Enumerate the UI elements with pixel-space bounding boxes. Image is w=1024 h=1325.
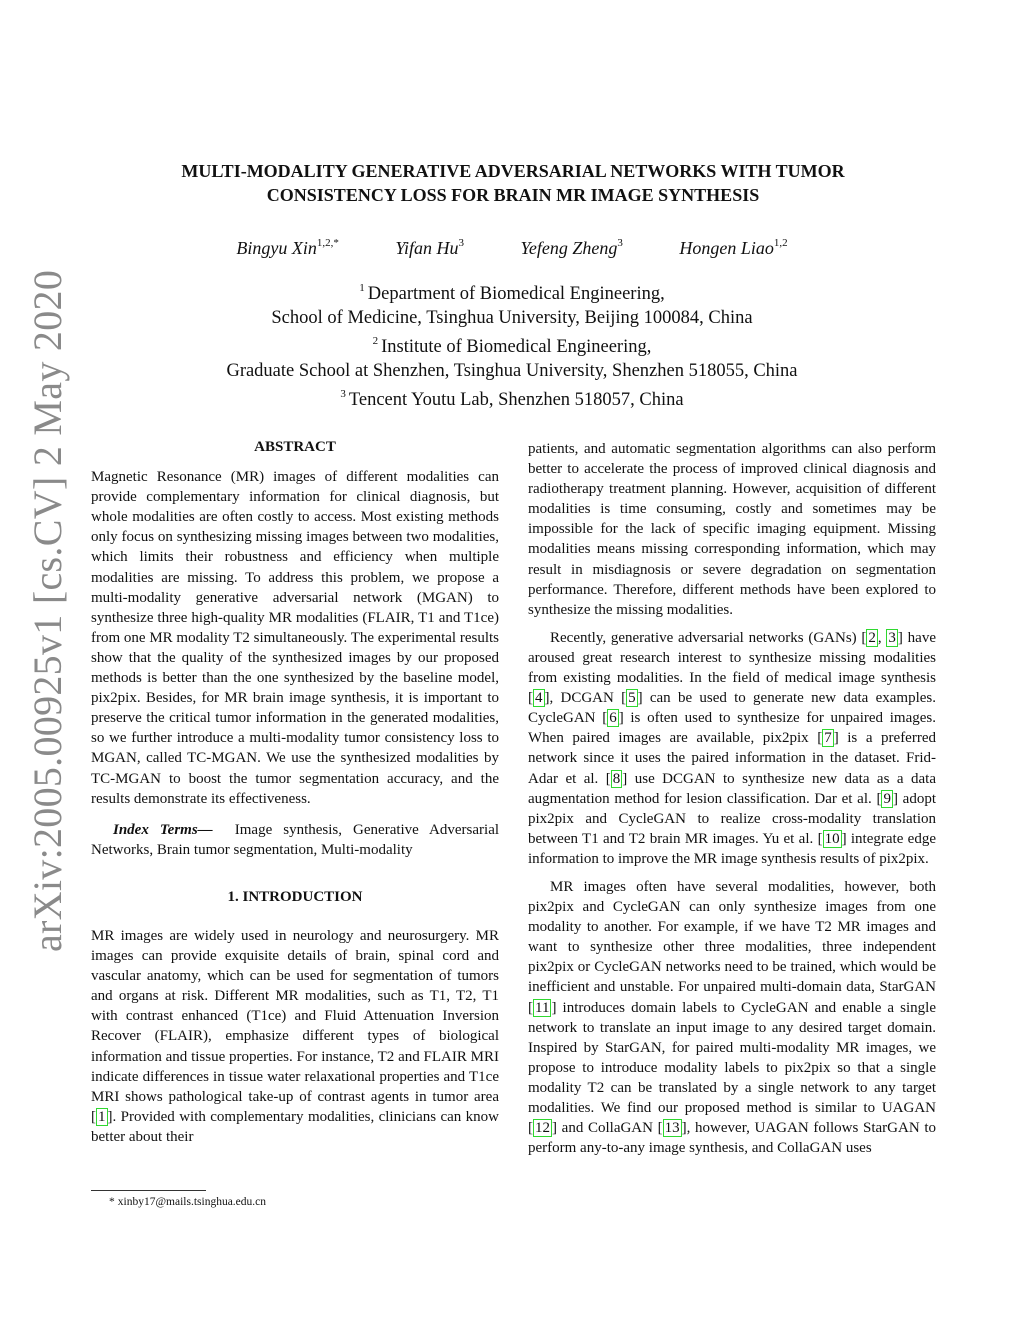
- citation-link[interactable]: 3: [888, 629, 896, 646]
- title-line-1: MULTI-MODALITY GENERATIVE ADVERSARIAL NETWORKS WITH TUMOR: [181, 161, 845, 181]
- citation-link[interactable]: 12: [535, 1120, 550, 1137]
- citation-link[interactable]: 5: [628, 690, 636, 707]
- citation-link[interactable]: 13: [664, 1120, 680, 1137]
- index-terms: [91, 820, 499, 860]
- footnote-mark: *: [109, 1196, 115, 1208]
- arxiv-identifier: arXiv:2005.00925v1 [cs.CV] 2 May 2020: [25, 269, 70, 952]
- footnote-email: xinby17@mails.tsinghua.edu.cn: [117, 1196, 267, 1208]
- affiliations: [0, 277, 1024, 413]
- citation-link[interactable]: 7: [824, 730, 832, 747]
- author: Yefeng Zheng$^3$: [520, 237, 623, 258]
- abstract-text: Magnetic Resonance (MR) images of different modalities can provide complementary information for clinical diagnosis, but whole modalities are often costly to access. Most existing methods only focus on synthesizing missing images between two modalities, which limits their robustness and efficiency when multiple modalities are missing. To address this problem, we propose a multi-modality generative adversarial network (MGAN) to synthesize three high-quality MR modalities (FLAIR, T1 and T1ce) from one MR modality T2 simultaneously. The experimental results show that the quality of the synthesized images by our proposed methods is better than the one synthesized by the baseline model, pix2pix. Besides, for MR brain image synthesis, it is important to preserve the critical tumor information in the generated modalities, so we further introduce a multi-modality tumor consistency loss to MGAN, called TC-MGAN. We use the synthesized modalities by TC-MGAN to boost the tumor segmentation accuracy, and the results demonstrate its effectiveness.: [91, 469, 499, 807]
- affiliation-3: $^3$ Tencent Youtu Lab, Shenzhen 518057, China: [340, 388, 684, 410]
- abstract-heading: ABSTRACT: [254, 439, 336, 455]
- author: Yifan Hu$^3$: [395, 237, 465, 258]
- footnote: [91, 1195, 266, 1209]
- citation-link[interactable]: 9: [883, 790, 891, 807]
- paper-title: [80, 159, 946, 207]
- right-column: [528, 439, 936, 1158]
- intro-paragraph-3: MR images often have several modalities, however, both pix2pix and CycleGAN can only synthesize images from one modality to another. For example, if we have T2 MR images and want to synthesize other three modalities, three independent pix2pix or CycleGAN networks need to be trained, which would be inefficient and unstable. For unpaired multi-domain data, StarGAN [ 11 ] introduces domain labels to CycleGAN and enable a single network to translate an input image to any desired target domain. Inspired by StarGAN, for paired multi-modality MR images, we propose to introduce modality labels to pix2pix so that a single modality T2 can be translated by a single network to any target modalities. We find our proposed method is similar to UAGAN [ 12 ] and CollaGAN [ 13 ], however, UAGAN follows StarGAN to perform any-to-any image synthesis, and CollaGAN uses: [528, 878, 936, 1157]
- citation-link[interactable]: 2: [868, 629, 876, 646]
- introduction-heading: 1. INTRODUCTION: [227, 888, 363, 905]
- intro-paragraph-1-continued: patients, and automatic segmentation algorithms can also perform better to accelerate the process of improved clinical diagnosis and radiotherapy treatment planning. However, acquisition of different modalities is time consuming, costly and sometimes may be impossible for the lack of specific imaging equipment. Missing modalities means missing corresponding information, which may result in misdiagnosis or severe degradation on segmentation performance. Therefore, different methods have been explored to synthesize the missing modalities.: [528, 441, 936, 618]
- author: Hongen Liao$^{1,2}$: [679, 237, 788, 258]
- index-terms-label: Index Terms—: [113, 821, 213, 838]
- citation-link[interactable]: 10: [824, 830, 840, 847]
- intro-paragraph-2: Recently, generative adversarial networks (GANs) [ 2 , 3 ] have aroused great research interest to synthesize missing modalities from existing modalities. In the field of medical image synthesis [ 4 ], DCGAN [ 5 ] can be used to generate new data examples. CycleGAN [ 6 ] is often used to synthesize for unpaired images. When paired images are available, pix2pix [ 7 ] is a preferred network since it uses the paired information in the dataset. Frid-Adar et al. [ 8 ] use DCGAN to synthesize new data as a data augmentation method for lesion classification. Dar et al. [ 9 ] adopt pix2pix and CycleGAN to realize cross-modality translation between T1 and T2 brain MR images. Yu et al. [ 10 ] integrate edge information to improve the MR image synthesis results of pix2pix.: [528, 629, 936, 867]
- index-terms-text: Image synthesis, Generative Adversarial Networks, Brain tumor segmentation, Multi-modality: [91, 821, 500, 858]
- citation-link[interactable]: 1: [98, 1108, 106, 1125]
- affiliation-2-line-2: Graduate School at Shenzhen, Tsinghua University, Shenzhen 518055, China: [226, 360, 798, 381]
- citation-link[interactable]: 11: [535, 999, 550, 1016]
- left-column: [91, 437, 499, 1147]
- intro-paragraph-1: MR images are widely used in neurology and neurosurgery. MR images can provide exquisite details of brain, spinal cord and vascular anatomy, which can be used for segmentation of tumors and organs at risk. Different MR modalities, such as T1, T2, T1 with contrast enhanced (T1ce) and Fluid Attenuation Inversion Recover (FLAIR), emphasize different types of biological information and tissue properties. For instance, T2 and FLAIR MRI indicate differences in tissue water relaxational properties and T1ce MRI shows pathological take-up of contrast agents in tumor area [ 1 ]. Provided with complementary modalities, clinicians can know better about their: [91, 927, 499, 1145]
- citation-link[interactable]: 6: [609, 710, 617, 727]
- citation-link[interactable]: 4: [535, 690, 543, 707]
- affiliation-2: $^2$ Institute of Biomedical Engineering,: [372, 335, 652, 357]
- author-list: [0, 229, 1024, 262]
- footnote-rule: [91, 1190, 206, 1191]
- affiliation-1-line-2: School of Medicine, Tsinghua University, Beijing 100084, China: [271, 307, 753, 328]
- author: Bingyu Xin$^{1,2,*}$: [236, 237, 339, 258]
- affiliation-1: $^1$ Department of Biomedical Engineering,: [359, 282, 665, 304]
- citation-link[interactable]: 8: [612, 770, 621, 787]
- title-line-2: CONSISTENCY LOSS FOR BRAIN MR IMAGE SYNTHESIS: [266, 185, 760, 205]
